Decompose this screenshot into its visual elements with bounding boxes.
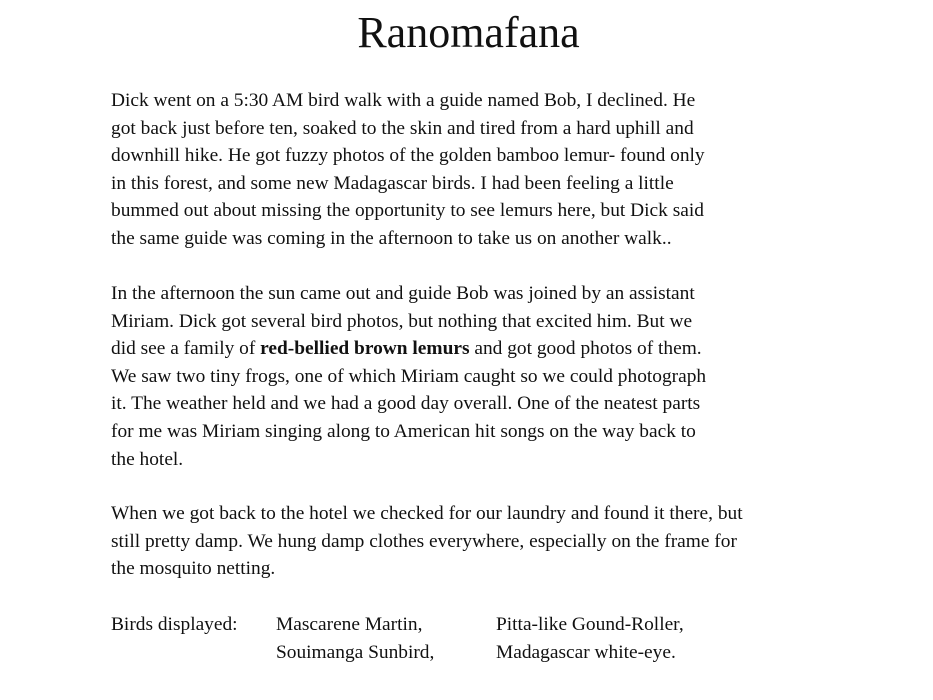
birds-displayed-label: Birds displayed:: [111, 614, 238, 635]
bird-name: Madagascar white-eye.: [496, 641, 676, 663]
text-line: it. The weather held and we had a good day overall. One of the neatest parts: [111, 393, 701, 415]
text-line: downhill hike. He got fuzzy photos of the golden bamboo lemur- found only: [111, 145, 705, 167]
text-line: still pretty damp. We hung damp clothes everywhere, especially on the frame for: [111, 530, 737, 552]
text-line: in this forest, and some new Madagascar birds. I had been feeling a little: [111, 172, 674, 194]
birds-column-2: [496, 611, 684, 666]
text-line: bummed out about missing the opportunity to see lemurs here, but Dick said: [111, 200, 704, 222]
paragraph-laundry: [111, 500, 831, 583]
text-segment: and got good photos of them.: [469, 338, 702, 360]
paragraph-afternoon-walk: [111, 280, 831, 473]
page-title: Ranomafana: [357, 8, 580, 57]
text-line: Dick went on a 5:30 AM bird walk with a guide named Bob, I declined. He: [111, 90, 696, 111]
text-line: the mosquito netting.: [111, 558, 276, 580]
paragraph-morning-walk: [111, 87, 831, 253]
text-line: Miriam. Dick got several bird photos, but nothing that excited him. But we: [111, 310, 693, 332]
text-line: got back just before ten, soaked to the skin and tired from a hard uphill and: [111, 117, 694, 139]
text-segment: did see a family of: [111, 338, 261, 360]
text-line: the same guide was coming in the afternoon to take us on another walk..: [111, 227, 672, 249]
birds-column-1: [276, 611, 434, 666]
text-line: We saw two tiny frogs, one of which Miriam caught so we could photograph: [111, 365, 707, 387]
lemur-species-bold: red-bellied brown lemurs: [260, 338, 470, 360]
bird-name: Pitta-like Gound-Roller,: [496, 614, 684, 635]
text-line: When we got back to the hotel we checked for our laundry and found it there, but: [111, 503, 743, 524]
text-line: the hotel.: [111, 448, 184, 470]
bird-name: Souimanga Sunbird,: [276, 641, 435, 663]
text-line: [111, 335, 831, 363]
text-line: In the afternoon the sun came out and guide Bob was joined by an assistant: [111, 283, 695, 304]
text-line: for me was Miriam singing along to American hit songs on the way back to: [111, 420, 696, 442]
bird-name: Mascarene Martin,: [276, 614, 423, 635]
